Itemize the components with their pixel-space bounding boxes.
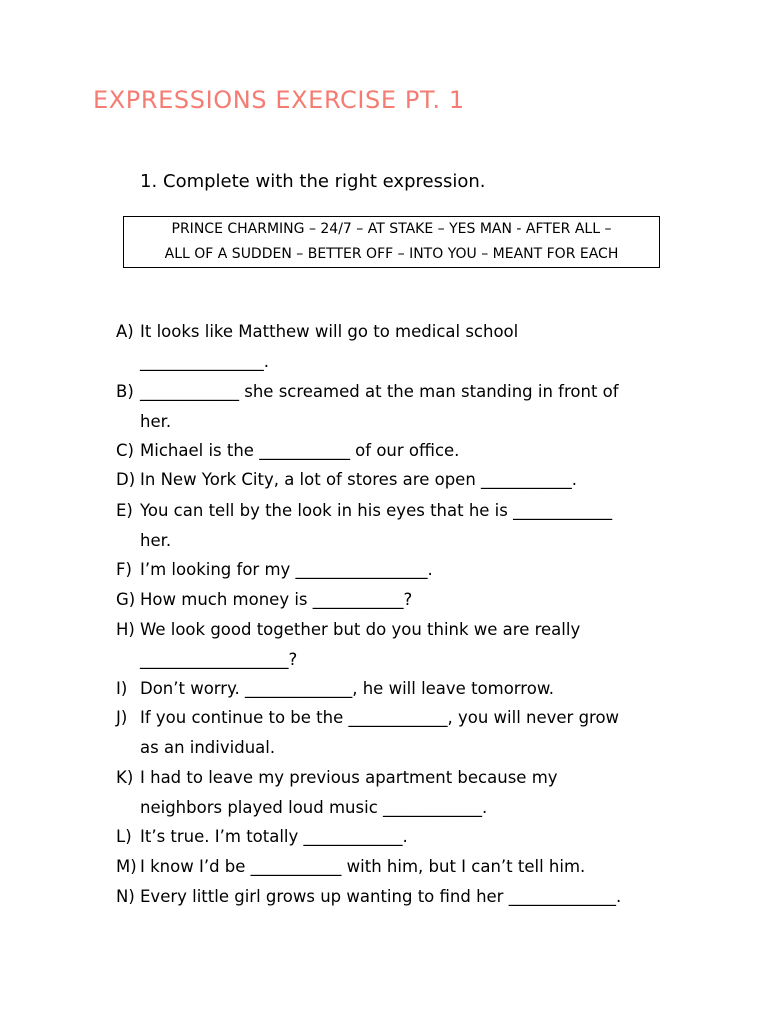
item-letter: D) xyxy=(116,470,136,489)
item-line-1: I know I’d be ___________ with him, but I can’t tell him. xyxy=(140,857,586,876)
item-line-1: You can tell by the look in his eyes that he is ____________ xyxy=(140,501,613,520)
item-text xyxy=(140,377,619,436)
instruction-number: 1. xyxy=(140,171,158,192)
item-text xyxy=(140,317,518,376)
item-letter: K) xyxy=(116,768,134,787)
item-letter: B) xyxy=(116,382,134,401)
item-line-1: It looks like Matthew will go to medical school xyxy=(140,322,519,341)
item-text xyxy=(140,436,459,466)
item-line-2: _______________. xyxy=(140,351,269,371)
item-letter: A) xyxy=(116,322,134,341)
item-text xyxy=(140,555,433,585)
item-line-1: It’s true. I’m totally ____________. xyxy=(140,827,408,846)
item-line-1: If you continue to be the ____________, you will never grow xyxy=(140,708,620,727)
item-line-1: Don’t worry. _____________, he will leave tomorrow. xyxy=(140,679,555,698)
item-letter: I) xyxy=(116,679,128,698)
item-letter: N) xyxy=(116,887,135,906)
item-line-1: In New York City, a lot of stores are open ___________. xyxy=(140,470,578,489)
item-letter: H) xyxy=(116,620,135,639)
item-line-2: her. xyxy=(140,530,172,550)
item-line-2: her. xyxy=(140,411,172,431)
word-bank-box xyxy=(123,216,660,268)
item-line-1: Michael is the ___________ of our office. xyxy=(140,441,460,460)
item-text xyxy=(140,852,585,882)
word-bank-line-2: ALL OF A SUDDEN – BETTER OFF – INTO YOU – MEANT FOR EACH xyxy=(164,246,619,262)
instruction-text: Complete with the right expression. xyxy=(163,171,486,192)
item-letter: M) xyxy=(116,857,137,876)
item-text xyxy=(140,496,612,555)
item-line-1: We look good together but do you think we are really xyxy=(140,620,581,639)
item-text xyxy=(140,703,619,762)
item-letter: J) xyxy=(116,708,128,727)
page-title: EXPRESSIONS EXERCISE PT. 1 xyxy=(93,86,465,114)
item-line-2: as an individual. xyxy=(140,737,276,757)
item-line-1: How much money is ___________? xyxy=(140,590,413,609)
item-line-2: __________________? xyxy=(140,649,298,669)
instruction xyxy=(140,171,485,192)
item-letter: F) xyxy=(116,560,132,579)
item-letter: L) xyxy=(116,827,132,846)
word-bank-line-1: PRINCE CHARMING – 24/7 – AT STAKE – YES MAN - AFTER ALL – xyxy=(171,221,612,237)
item-line-2: neighbors played loud music ____________. xyxy=(140,797,488,817)
item-text xyxy=(140,465,577,495)
item-letter: E) xyxy=(116,501,133,520)
item-line-1: Every little girl grows up wanting to find her _____________. xyxy=(140,887,622,906)
item-text xyxy=(140,585,412,615)
item-line-1: I’m looking for my ________________. xyxy=(140,560,433,579)
item-text xyxy=(140,615,580,674)
item-line-1: ____________ she screamed at the man standing in front of xyxy=(140,382,619,401)
item-letter: C) xyxy=(116,441,134,460)
item-text xyxy=(140,822,408,852)
item-text xyxy=(140,674,554,704)
item-line-1: I had to leave my previous apartment because my xyxy=(140,768,558,787)
item-text xyxy=(140,882,621,912)
item-letter: G) xyxy=(116,590,136,609)
item-text xyxy=(140,763,558,822)
